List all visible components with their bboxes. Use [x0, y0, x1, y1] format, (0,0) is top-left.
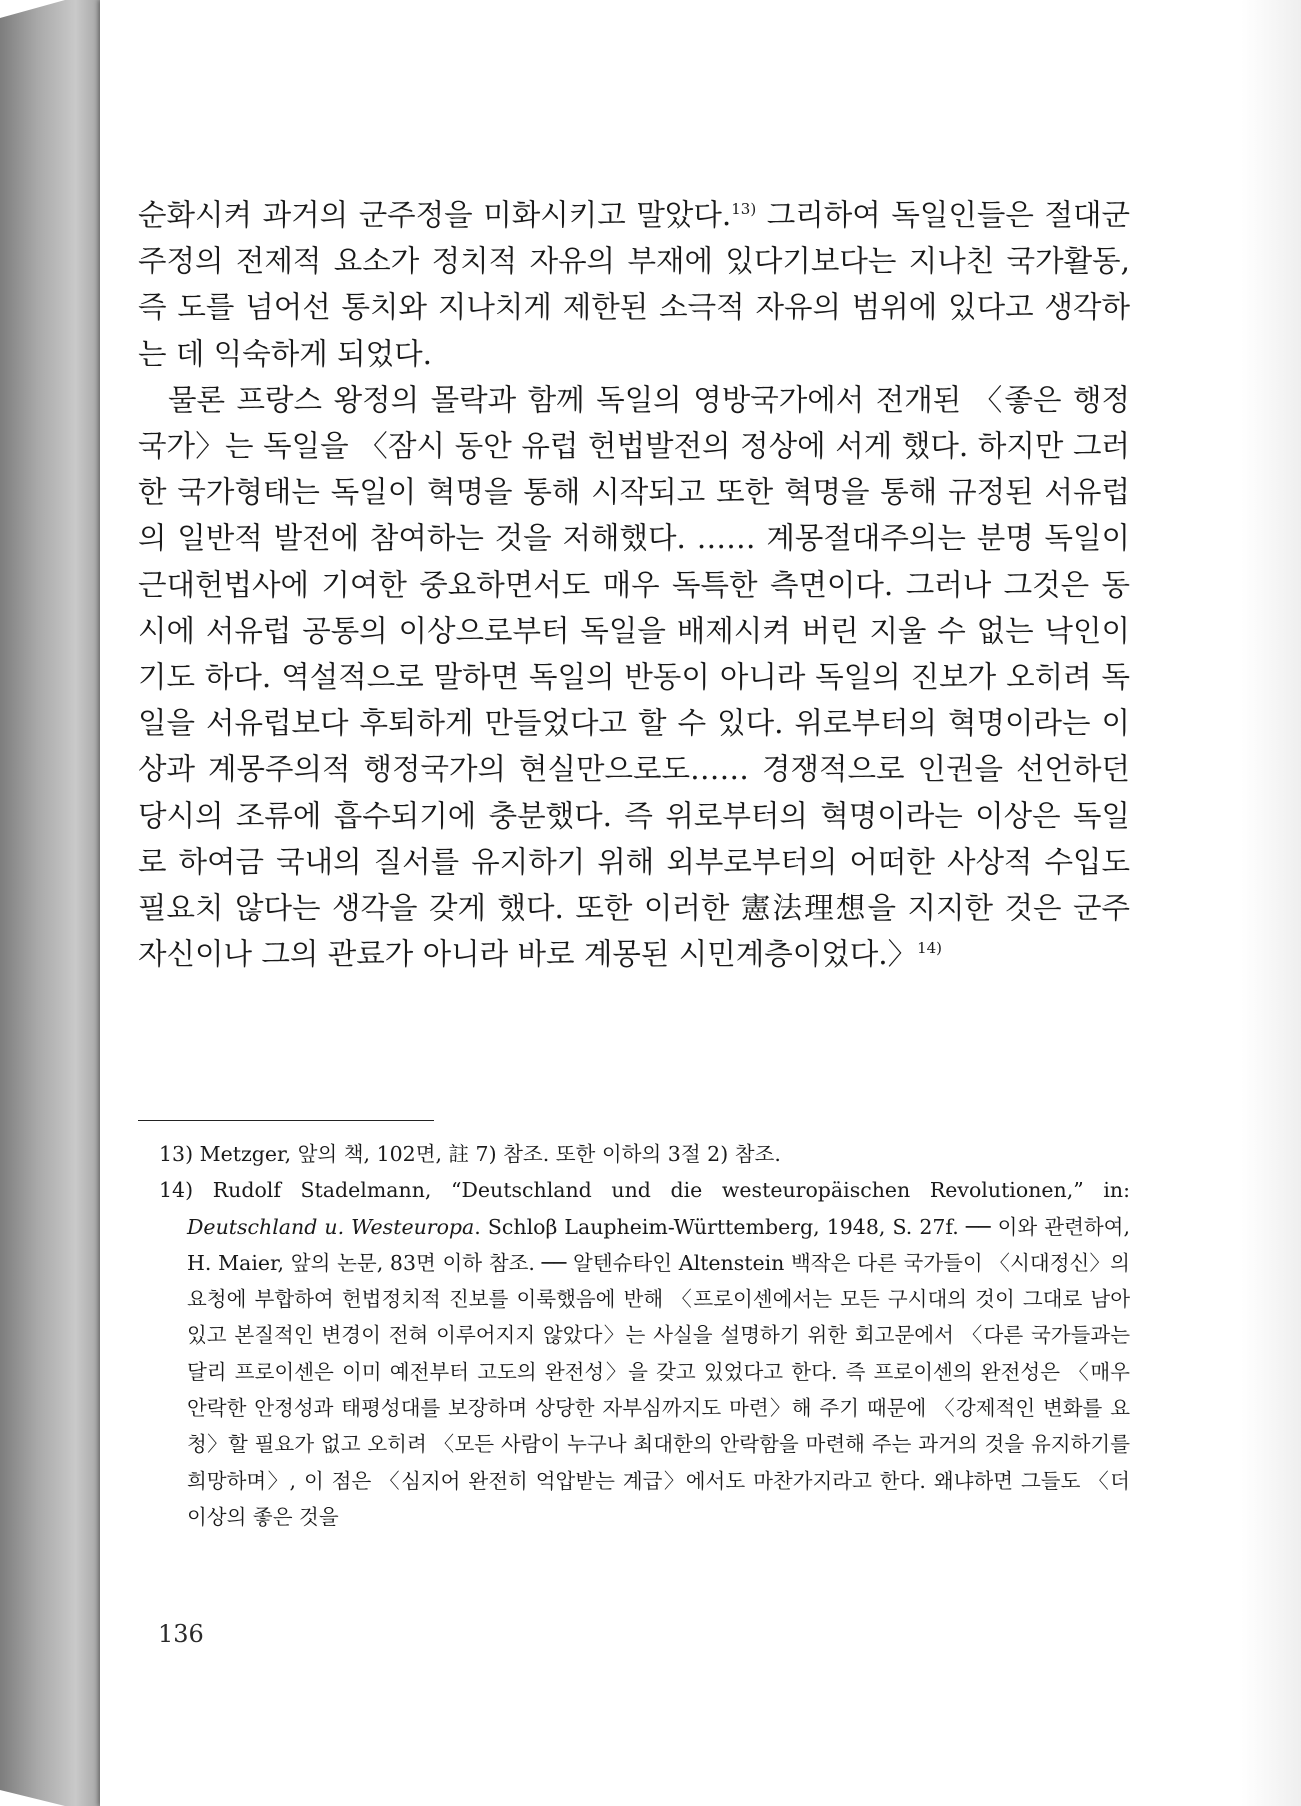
page-number: 136	[158, 1620, 204, 1648]
paragraph-1-cont: 그리하여 독일인들은 절대군주정의 전제적 요소가 정치적 자유의 부재에 있다기보다는 지나친 국가활동, 즉 도를 넘어선 통치와 지나치게 제한된 소극적 자유의 범위에 있다고 생각하는 데 익숙하게 되었다.	[138, 198, 1130, 371]
footnote-book-title: Deutschland u. Westeuropa	[187, 1214, 475, 1239]
footnote-13	[138, 1136, 1130, 1172]
footnote-number: 13)	[159, 1142, 194, 1166]
footnote-text-a: Rudolf Stadelmann, “Deutschland und die westeuropäischen Revolutionen,” in:	[212, 1178, 1130, 1203]
footnote-14	[138, 1172, 1130, 1535]
footnote-text: Metzger, 앞의 책, 102면, 註 7) 참조. 또한 이하의 3절 2) 참조.	[199, 1142, 781, 1166]
paragraph-2	[138, 377, 1130, 978]
main-text	[138, 192, 1130, 977]
footnote-number: 14)	[159, 1178, 194, 1203]
paragraph-2-text: 물론 프랑스 왕정의 몰락과 함께 독일의 영방국가에서 전개된 〈좋은 행정국가〉는 독일을 〈잠시 동안 유럽 헌법발전의 정상에 서게 했다. 하지만 그러한 국가형태는 독일이 혁명을 통해 시작되고 또한 혁명을 통해 규정된 서유럽의 일반적 발전에 참여하는 것을 저해했다. …… 계몽절대주의는 분명 독일이 근대헌법사에 기여한 중요하면서도 매우 독특한 측면이다. 그러나 그것은 동시에 서유럽 공통의 이상으로부터 독일을 배제시켜 버린 지울 수 없는 낙인이기도 하다. 역설적으로 말하면 독일의 반동이 아니라 독일의 진보가 오히려 독일을 서유럽보다 후퇴하게 만들었다고 할 수 있다. 위로부터의 혁명이라는 이상과 계몽주의적 행정국가의 현실만으로도…… 경쟁적으로 인권을 선언하던 당시의 조류에 흡수되기에 충분했다. 즉 위로부터의 혁명이라는 이상은 독일로 하여금 국내의 질서를 유지하기 위해 외부로부터의 어떠한 사상적 수입도 필요치 않다는 생각을 갖게 했다. 또한 이러한 憲法理想을 지지한 것은 군주 자신이나 그의 관료가 아니라 바로 계몽된 시민계층이었다.〉	[138, 382, 1130, 972]
paragraph-1-start: 순화시켜 과거의 군주정을 미화시키고 말았다.	[138, 198, 732, 232]
footnote-ref-14: 14)	[917, 939, 943, 958]
footnote-ref-13: 13)	[731, 200, 757, 219]
footnotes	[138, 1136, 1130, 1535]
paragraph-1	[138, 192, 1130, 377]
footnote-text-b: . Schloβ Laupheim-Württemberg, 1948, S. 27f. ── 이와 관련하여, H. Maier, 앞의 논문, 83면 이하 참조. ── 알텐슈타인 Altenstein 백작은 다른 국가들이 〈시대정신〉의 요청에 부합하여 헌법정치적 진보를 이룩했음에 반해 〈프로이센에서는 모든 구시대의 것이 그대로 남아 있고 본질적인 변경이 전혀 이루어지지 않았다〉는 사실을 설명하기 위한 회고문에서 〈다른 국가들과는 달리 프로이센은 이미 예전부터 고도의 완전성〉을 갖고 있었다고 한다. 즉 프로이센의 완전성은 〈매우 안락한 안정성과 태평성대를 보장하며 상당한 자부심까지도 마련〉해 주기 때문에 〈강제적인 변화를 요청〉할 필요가 없고 오히려 〈모든 사람이 누구나 최대한의 안락함을 마련해 주는 과거의 것을 유지하기를 희망하며〉, 이 점은 〈심지어 완전히 억압받는 계급〉에서도 마찬가지라고 한다. 왜냐하면 그들도 〈더 이상의 좋은 것을	[187, 1214, 1130, 1529]
book-page-edge	[0, 0, 108, 1806]
footnote-divider	[138, 1120, 434, 1121]
page-shading	[1241, 0, 1301, 1806]
